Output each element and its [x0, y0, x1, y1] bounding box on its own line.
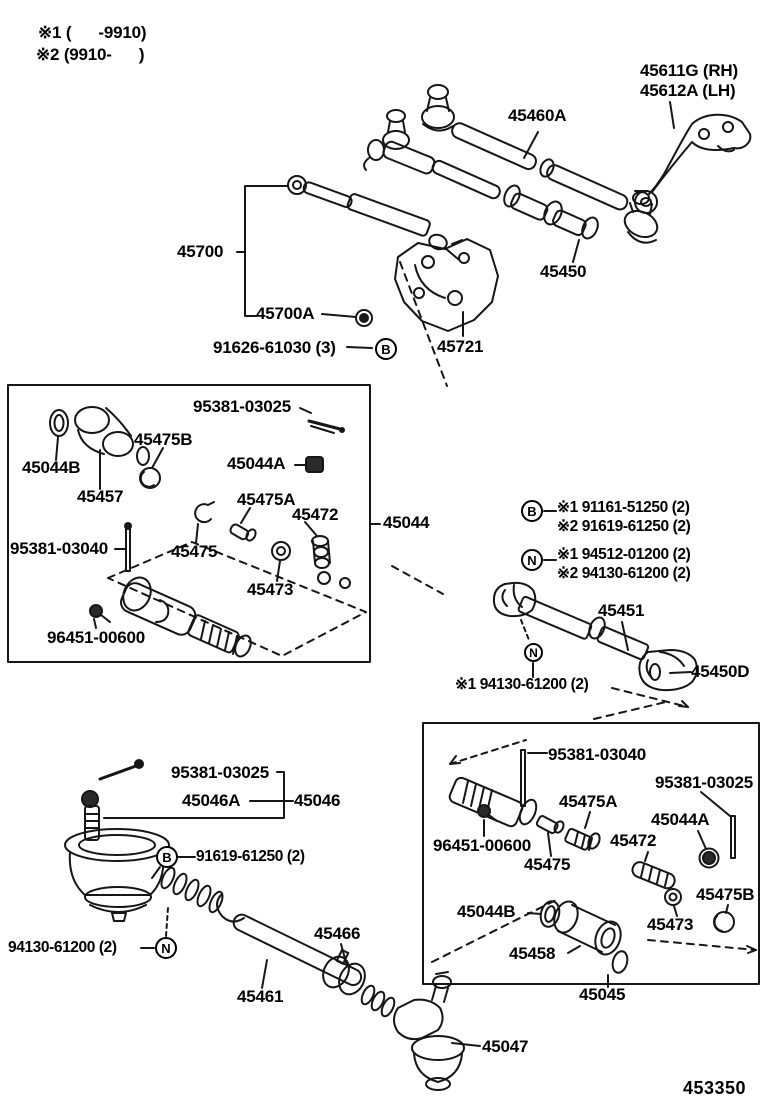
- part-label-95381-03025-right: 95381-03025: [655, 773, 754, 792]
- knuckle-arm-drawing: [395, 239, 498, 331]
- applicability-note-1: ※1 ( -9910): [38, 23, 147, 42]
- part-label-45721: 45721: [437, 337, 484, 356]
- part-label-95381-03040-right: 95381-03040: [548, 745, 647, 764]
- part-label-45450D: 45450D: [691, 662, 750, 681]
- hw-note-n2: ※2 94130-61200 (2): [557, 565, 691, 582]
- hw-note-n-single: ※1 94130-61200 (2): [455, 676, 589, 693]
- nut-marker-n-relay: N: [524, 643, 543, 662]
- tie-rod-end-drawing: [65, 760, 480, 1090]
- part-label-45460A: 45460A: [508, 106, 567, 125]
- part-label-96451-00600-right: 96451-00600: [433, 836, 532, 855]
- part-label-45461: 45461: [237, 987, 284, 1006]
- part-label-45473-left: 45473: [247, 580, 294, 599]
- part-label-45612A: 45612A (LH): [640, 81, 736, 100]
- part-label-45457: 45457: [77, 487, 124, 506]
- pitman-arm-drawing: [635, 102, 750, 213]
- dashed-link-top: [400, 262, 447, 386]
- part-label-96451-00600-left: 96451-00600: [47, 628, 146, 647]
- part-label-45047: 45047: [482, 1037, 529, 1056]
- part-label-45458: 45458: [509, 944, 556, 963]
- part-label-91626-61030: 91626-61030 (3): [213, 338, 336, 357]
- hw-note-91619-61250: 91619-61250 (2): [196, 848, 305, 865]
- hw-note-n1: ※1 94512-01200 (2): [557, 546, 691, 563]
- figure-code: 453350: [683, 1078, 747, 1098]
- hw-note-b1: ※1 91161-51250 (2): [557, 499, 690, 516]
- part-label-45472-right: 45472: [610, 831, 657, 850]
- part-label-95381-03025-left: 95381-03025: [193, 397, 292, 416]
- part-label-45475A-left: 45475A: [237, 490, 296, 509]
- part-label-45046A: 45046A: [182, 791, 241, 810]
- part-label-45475A-right: 45475A: [559, 792, 618, 811]
- part-label-45472-left: 45472: [292, 505, 339, 524]
- hw-note-b2: ※2 91619-61250 (2): [557, 518, 691, 535]
- part-label-45450: 45450: [540, 262, 587, 281]
- part-label-45473-right: 45473: [647, 915, 694, 934]
- part-label-95381-03025-bl: 95381-03025: [171, 763, 270, 782]
- part-label-45451: 45451: [598, 601, 645, 620]
- hardware-note-leaders: [544, 511, 556, 560]
- part-label-45700: 45700: [177, 242, 224, 261]
- bolt-marker-b-top: B: [375, 338, 397, 360]
- part-label-45700A: 45700A: [256, 304, 315, 323]
- relay-rod-drawing: [392, 566, 697, 719]
- part-label-45475B-left: 45475B: [134, 430, 193, 449]
- part-label-95381-03040-left: 95381-03040: [10, 539, 109, 558]
- part-label-45044B-left: 45044B: [22, 458, 81, 477]
- part-label-45475-left: 45475: [171, 542, 218, 561]
- bolt-marker-b-bottom: B: [156, 846, 178, 868]
- drag-link-drawing: [422, 85, 630, 212]
- part-label-45611G: 45611G (RH): [640, 61, 738, 80]
- nut-marker-n-bottom: N: [155, 937, 177, 959]
- part-label-45044A-left: 45044A: [227, 454, 286, 473]
- nut-marker-n-list: N: [521, 549, 543, 571]
- left-box-parts: [50, 407, 380, 659]
- part-label-45475-right: 45475: [524, 855, 571, 874]
- part-label-45044A-right: 45044A: [651, 810, 710, 829]
- part-label-45046: 45046: [294, 791, 341, 810]
- part-label-45045: 45045: [579, 985, 626, 1004]
- hw-note-94130-61200: 94130-61200 (2): [8, 939, 117, 956]
- part-label-45044: 45044: [383, 513, 430, 532]
- part-label-45475B-right: 45475B: [696, 885, 755, 904]
- part-label-45466: 45466: [314, 924, 361, 943]
- applicability-note-2: ※2 (9910- ): [36, 45, 145, 64]
- bolt-marker-b-list: B: [521, 500, 543, 522]
- part-label-45044B-right: 45044B: [457, 902, 516, 921]
